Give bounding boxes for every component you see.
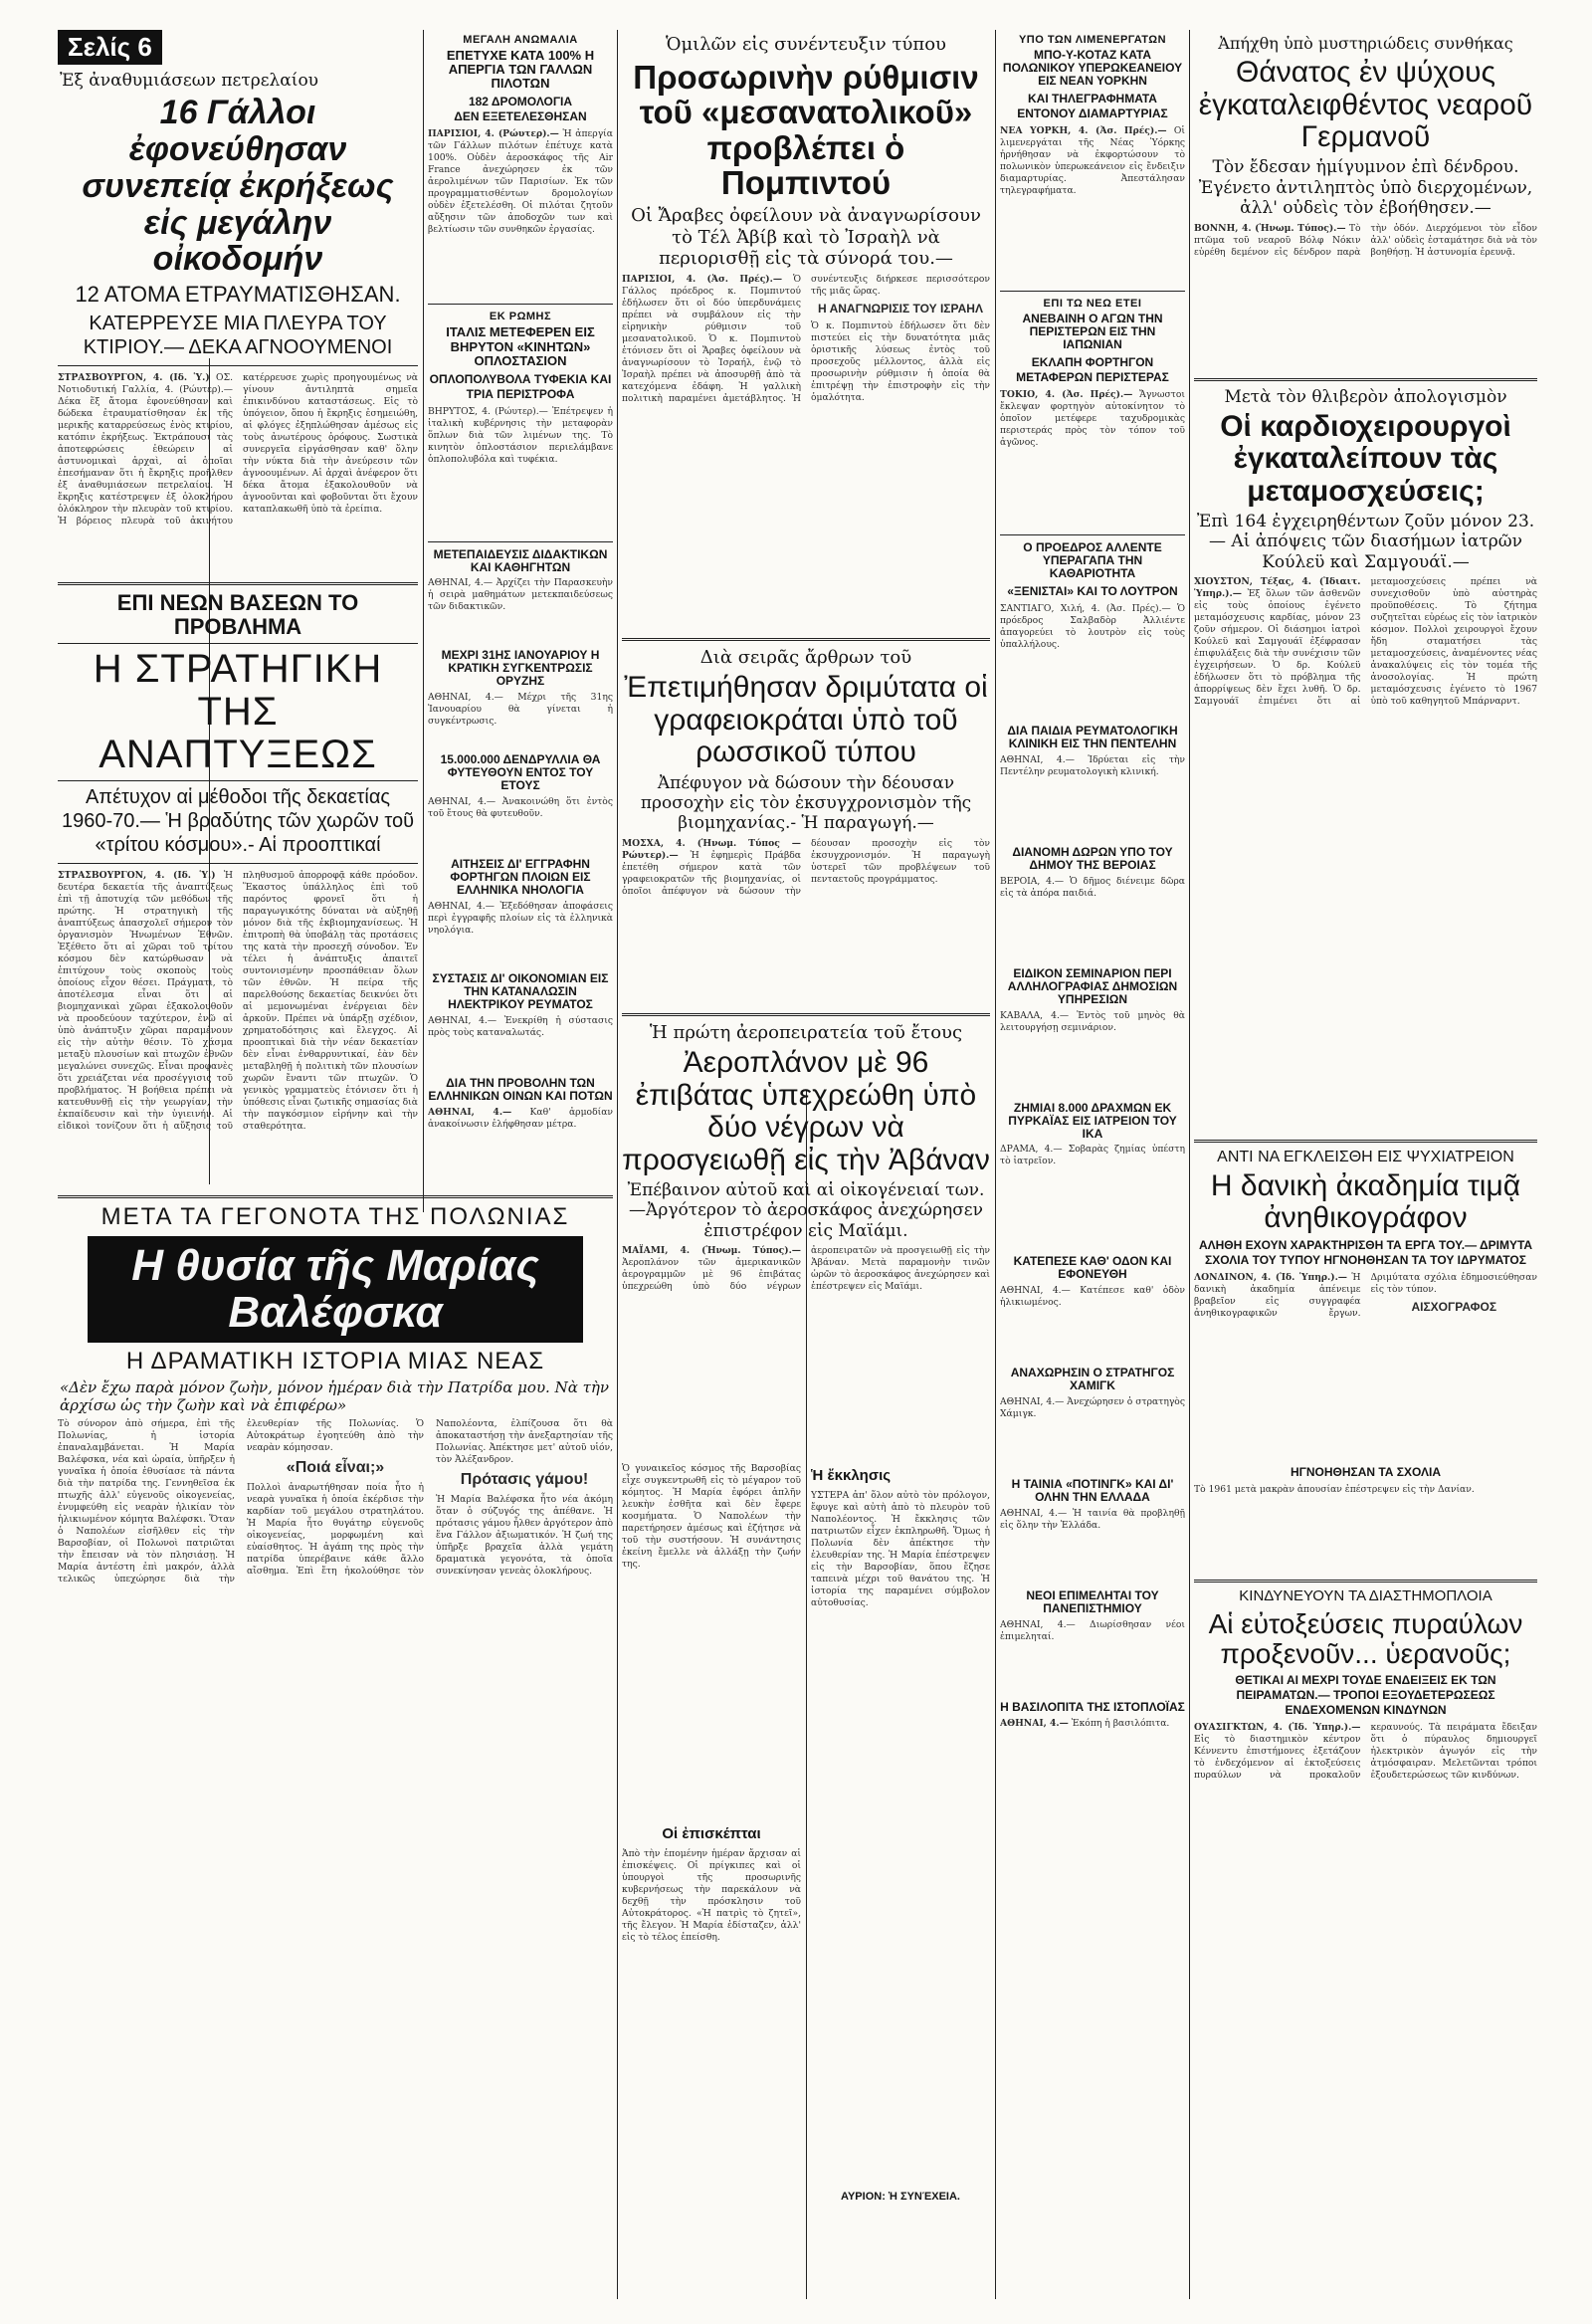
headline: ΚΑΤΕΠΕΣΕ ΚΑΘ' ΟΔΟΝ ΚΑΙ ΕΦΟΝΕΥΘΗ bbox=[1013, 1254, 1172, 1282]
subheadline: Ἡ ἔκκλησις bbox=[811, 1467, 892, 1484]
headline: ΣΥΣΤΑΣΙΣ ΔΙ' ΟΙΚΟΝΟΜΙΑΝ ΕΙΣ ΤΗΝ ΚΑΤΑΝΑΛΩΣΙΝ ΗΛΕΚΤΡΙΚΟΥ ΡΕΥΜΑΤΟΣ bbox=[432, 971, 609, 1011]
article-body: ΑΘΗΝΑΙ, 4.— Καθ' ἀρμοδίαν ἀνακοίνωσιν ἐλήφθησαν μέτρα. bbox=[428, 1106, 613, 1130]
article-body: ΣΤΡΑΣΒΟΥΡΓΟΝ, 4. (Ιδ. Ὑ.) ΟΣ. Νοτιοδυτική Γαλλία, 4. (Ρώυτερ).— Δέκα ἕξ ἄτομα ἐφονεύθησαν καὶ δώδεκα ἐτραυματίσθησαν ἐκ τῆς μερικῆς καταρρεύσεως ἑνὸς κτιρίου, κατόπιν ἐκρήξεως. Ἐκτράπουσι τὰς ἀποτεφρώσεις ἐθεώρειν αἱ ἀστυνομικαὶ ἀρχαὶ, αἱ ὁποῖαι ἐπεσήμαναν ὅτι ἡ ἔκρηξις προῆλθεν ἐξ ἀναθυμιάσεων πετρελαίου. Ἡ ἔκρηξις κατέστρεψεν ἐξ ὁλοκλήρου ὁλόκληρον τὴν πλευρὰν τοῦ κτιρίου. Ἡ βόρειος πλευρὰ τοῦ ἀκινήτου κατέρρευσε χωρὶς προηγουμένως νὰ γίνουν ἀντιληπτὰ σημεῖα ἐπικινδύνου καταστάσεως. Εἰς τὸ ὑπόγειον, ὅπου ἡ ἔκρηξις ἐσημειώθη, αἱ φλόγες ἐξηπλώθησαν ἀμέσως εἰς τοὺς ἀνωτέρους ὀρόφους. Σωστικὰ συνεργεῖα εἰργάσθησαν καθ' ὅλην τὴν νύκτα διὰ τὴν ἀνεύρεσιν τῶν ἀγνοουμένων. Αἱ ἀρχαὶ ἀνέφερον ὅτι δέκα ἄτομα ἐξακολουθοῦν νὰ ἀγνοοῦνται καὶ φοβοῦνται ὅτι ἔχουν καταπλακωθῆ ὑπὸ τὰ ἐρείπια. bbox=[58, 372, 418, 528]
kicker: ΜΕΓΑΛΗ ΑΝΩΜΑΛΙΑ bbox=[463, 34, 578, 46]
headline: Ἀεροπλάνον μὲ 96 ἐπιβάτας ὑπεχρεώθη ὑπὸ δύο νέγρων νὰ προσγειωθῇ εἰς τὴν Ἀβάναν bbox=[622, 1046, 990, 1176]
article-body: ΠΑΡΙΣΙΟΙ, 4. (Ἀσ. Πρές).— Ὁ Γάλλος πρόεδρος κ. Πομπιντού ἐδήλωσεν ὅτι οἱ δύο ὑπερδυνάμεις πρέπει νὰ συμβάλουν εἰς τὴν εἰρηνικὴν ρύθμισιν τοῦ μεσανατολικοῦ. Ὁ κ. Πομπιντοὺ ἐτόνισεν ὅτι οἱ Ἄραβες ὀφείλουν νὰ ἀναγνωρίσουν τὸ Ἰσραήλ, ἐνῷ τὸ Ἰσραὴλ πρέπει νὰ ἀποσυρθῇ ἀπὸ τὰ κατεχόμενα ἐδάφη. Ἡ γαλλικὴ πολιτικὴ παραμένει ἀμετάβλητος. Ἡ συνέντευξις διήρκεσε περισσότερον τῆς μιᾶς ὥρας. Η ΑΝΑΓΝΩΡΙΣΙΣ ΤΟΥ ΙΣΡΑΗΛ Ὁ κ. Πομπιντοὺ ἐδήλωσεν ὅτι δὲν πιστεύει εἰς τὴν δυνατότητα μιᾶς ὁριστικῆς λύσεως ἐντὸς τοῦ προσεχοῦς μέλλοντος, ἀλλὰ εἰς προσωρινὴν ρύθμισιν ἡ ὁποία θὰ ἐπιτρέψῃ τὴν ἐπιστροφὴν εἰς τὴν ὁμαλότητα. bbox=[622, 273, 990, 404]
headline: ΑΙΤΗΣΕΙΣ ΔΙ' ΕΓΓΡΑΦΗΝ ΦΟΡΤΗΓΩΝ ΠΛΟΙΩΝ ΕΙΣ ΕΛΛΗΝΙΚΑ ΝΗΟΛΟΓΙΑ bbox=[450, 857, 591, 898]
article-body: ΑΘΗΝΑΙ, 4.— Ἀνεχώρησεν ὁ στρατηγὸς Χάμιγκ. bbox=[1000, 1396, 1185, 1420]
subheadline-part: ΔΕΝ ΕΞΕΤΕΛΕΣΘΗΣΑΝ bbox=[454, 109, 587, 124]
article-body: ΒΟΝΝΗ, 4. (Ἡνωμ. Τύπος).— Τὸ πτῶμα τοῦ νεαροῦ Βόλφ Νόκιν εὑρέθη δεμένον εἰς δένδρον παρὰ τὴν ὁδόν. Διερχόμενοι τὸν εἶδον ἀλλ' οὐδεὶς ἐσταμάτησε διὰ νὰ τὸν βοηθήσῃ. Ἡ ἀστυνομία ἐρευνᾷ. bbox=[1194, 222, 1537, 258]
column-rule bbox=[1189, 30, 1190, 2299]
subheadline: Τὸν ἔδεσαν ἡμίγυμνον ἐπὶ δένδρου. Ἐγένετο ἀντιληπτὸς ὑπὸ διερχομένων, ἀλλ' οὐδεὶς τὸν ἐβοήθησεν.— bbox=[1198, 157, 1533, 219]
article-body: Τὸ 1961 μετὰ μακρὰν ἀπουσίαν ἐπέστρεψεν εἰς τὴν Δανίαν. bbox=[1194, 1484, 1475, 1496]
article-body: ΒΗΡΥΤΟΣ, 4. (Ρώυτερ).— Ἐπέτρεψεν ἡ ἰταλικὴ κυβέρνησις τὴν μεταφορὰν ὅπλων διὰ τῶν λιμένων της. Τὸ κινητὸν ὁπλοστάσιον περιελάμβανε ὁπλοπολυβόλα καὶ τυφέκια. bbox=[428, 405, 613, 465]
column-4 bbox=[1000, 30, 1185, 2289]
headline: ΔΙΑ ΠΑΙΔΙΑ ΡΕΥΜΑΤΟΛΟΓΙΚΗ ΚΛΙΝΙΚΗ ΕΙΣ ΤΗΝ ΠΕΝΤΕΛΗΝ bbox=[1007, 723, 1178, 750]
article-body: Τὸ σύνορον ἀπὸ σήμερα, ἐπὶ τῆς Πολωνίας, ἡ ἱστορία ἐπαναλαμβάνεται. Ἡ Μαρία Βαλέφσκα, νέα καὶ ὡραία, ὑπῆρξεν ἡ γυναῖκα ἡ ὁποία ἐθυσίασε τὰ πάντα διὰ τὴν πατρίδα της. Γεννηθεῖσα ἐκ πτωχῆς ἀλλ' εὐγενοῦς οἰκογενείας, ἐνυμφεύθη εἰς νεαρὰν ἡλικίαν τὸν ἡλικιωμένον κόμητα Βαλέφσκι. Ὅταν ὁ Ναπολέων εἰσῆλθεν εἰς τὴν Βαρσοβίαν, οἱ Πολωνοὶ πατριῶται τὴν ἔπεισαν νὰ τὸν πλησιάσῃ. Ἡ Μαρία ἀντέστη ἐπὶ μακρόν, ἀλλὰ τελικῶς ὑπεχώρησε διὰ τὴν ἐλευθερίαν τῆς Πολωνίας. Ὁ Αὐτοκράτωρ ἐγοητεύθη ἀπὸ τὴν νεαρὰν κόμησσαν. «Ποιά εἶναι;» Πολλοὶ ἀναρωτήθησαν ποία ἦτο ἡ νεαρὰ γυναῖκα ἡ ὁποία ἐκέρδισε τὴν καρδίαν τοῦ μεγάλου στρατηλάτου. Ἡ Μαρία ἦτο θυγάτηρ εὐγενοῦς οἰκογενείας, μορφωμένη καὶ εὐαίσθητος. Ἡ ἀγάπη της πρὸς τὴν πατρίδα ὑπερέβαινε κάθε ἄλλο αἴσθημα. Ἐπὶ ἔτη ἠκολούθησε τὸν Ναπολέοντα, ἐλπίζουσα ὅτι θὰ ἀποκαταστήσῃ τὴν ἀνεξαρτησίαν τῆς Πολωνίας. Ἀπέκτησε μετ' αὐτοῦ υἱόν, τὸν Ἀλέξανδρον. Πρότασις γάμου! Ἡ Μαρία Βαλέφσκα ἦτο νέα ἀκόμη ὅταν ὁ σύζυγός της ἀπέθανε. Ἡ πρότασις γάμου ἦλθεν ἀργότερον ἀπὸ ἕνα Γάλλον ἀξιωματικόν. Ἡ ζωή της ὑπῆρξε βραχεῖα ἀλλὰ γεμάτη δραματικὰ γεγονότα, τὰ ὁποῖα συνεκίνησαν γενεὰς ὁλοκλήρους. bbox=[58, 1417, 613, 1585]
article-body: ΚΑΒΑΛΑ, 4.— Ἐντὸς τοῦ μηνὸς θὰ λειτουργήσῃ σεμινάριον. bbox=[1000, 1009, 1185, 1033]
dateline: ΛΟΝΔΙΝΟΝ, 4. (Ἰδ. Ὑπηρ.).— bbox=[1194, 1272, 1347, 1284]
subheadline: ΚΑΤΕΡΡΕΥΣΕ ΜΙΑ ΠΛΕΥΡΑ ΤΟΥ ΚΤΙΡΙΟΥ.— ΔΕΚΑ ΑΓΝΟΟΥΜΕΝΟΙ bbox=[83, 313, 393, 359]
dateline: ΒΟΝΝΗ, 4. (Ἡνωμ. Τύπος).— bbox=[1194, 222, 1346, 234]
divider bbox=[1194, 378, 1537, 381]
feature-subtitle: Η ΔΡΑΜΑΤΙΚΗ ΙΣΤΟΡΙΑ ΜΙΑΣ ΝΕΑΣ bbox=[125, 1347, 545, 1374]
headline: ΔΙΑ ΤΗΝ ΠΡΟΒΟΛΗΝ ΤΩΝ ΕΛΛΗΝΙΚΩΝ ΟΙΝΩΝ ΚΑΙ ΠΟΤΩΝ bbox=[428, 1075, 613, 1103]
feature-title: Η θυσία τῆς Μαρίας Βαλέφσκα bbox=[88, 1236, 583, 1343]
subheadline: Οἱ Ἄραβες ὀφείλουν νὰ ἀναγνωρίσουν τὸ Τέλ Ἀβίβ καὶ τὸ Ἰσραὴλ νὰ περιορισθῇ εἰς τὰ σύνορά του.— bbox=[631, 205, 981, 270]
dateline: ΠΑΡΙΣΙΟΙ, 4. (Ἀσ. Πρές).— bbox=[622, 273, 783, 285]
headline: ΜΠΟ-Υ-ΚΟΤΑΖ ΚΑΤΑ ΠΟΛΩΝΙΚΟΥ ΥΠΕΡΩΚΕΑΝΕΙΟΥ ΕΙΣ ΝΕΑΝ ΥΟΡΚΗΝ bbox=[1002, 48, 1183, 89]
kicker: ΕΠΙ ΝΕΩΝ ΒΑΣΕΩΝ ΤΟ ΠΡΟΒΛΗΜΑ bbox=[116, 590, 359, 640]
column-rule bbox=[617, 30, 618, 2299]
headline: ΝΕΟΙ ΕΠΙΜΕΛΗΤΑΙ ΤΟΥ ΠΑΝΕΠΙΣΤΗΜΙΟΥ bbox=[1026, 1588, 1159, 1616]
column-2 bbox=[428, 30, 613, 1189]
subheadline bbox=[428, 95, 613, 124]
article-body: ΑΘΗΝΑΙ, 4.— Ἐνεκρίθη ἡ σύστασις πρὸς τοὺς καταναλωτάς. bbox=[428, 1014, 613, 1038]
divider bbox=[58, 365, 418, 366]
article-body: ΔΡΑΜΑ, 4.— Σοβαρὰς ζημίας ὑπέστη τὸ ἰατρεῖον. bbox=[1000, 1144, 1185, 1167]
headline: Η ΒΑΣΙΛΟΠΙΤΑ ΤΗΣ ΙΣΤΟΠΛΟΪΑΣ bbox=[1000, 1700, 1185, 1715]
dateline: ΣΤΡΑΣΒΟΥΡΓΟΝ, 4. (Ιδ. Ὑ.) bbox=[58, 372, 210, 384]
article-body: ΒΕΡΟΙΑ, 4.— Ὁ δῆμος διένειμε δῶρα εἰς τὰ ἀπόρα παιδιά. bbox=[1000, 875, 1185, 899]
article-body: ΑΘΗΝΑΙ, 4.— Κατέπεσε καθ' ὁδὸν ἡλικιωμένος. bbox=[1000, 1285, 1185, 1309]
article-body: ΣΤΡΑΣΒΟΥΡΓΟΝ, 4. (Ιδ. Ὑ.) Ἡ δευτέρα δεκαετία τῆς ἀναπτύξεως ἐπὶ τῇ ἀποτυχίᾳ τῶν μεθόδων τῆς πρώτης. Ἡ στρατηγικὴ τῆς ἀναπτύξεως ἀπασχολεῖ σήμερον τὸν ὀργανισμὸν Ἡνωμένων Ἐθνῶν. Ἐξέθετο ὅτι αἱ χῶραι τοῦ τρίτου κόσμου δὲν κατώρθωσαν νὰ ἐπιτύχουν τοὺς σκοποὺς τοὺς ὁποίους εἶχον θέσει. Πράγματι, τὸ ἀποτέλεσμα εἶναι ὅτι αἱ βιομηχανικαὶ χῶραι ἐξακολουθοῦν νὰ προοδεύουν ταχύτερον, ἐνῶ αἱ ὑπὸ ἀνάπτυξιν χῶραι παραμένουν εἰς τὴν αὐτὴν θέσιν. Τὸ χάσμα μεταξὺ πλουσίων καὶ πτωχῶν ἐθνῶν μεγαλώνει συνεχῶς. Εἶναι προφανὲς ὅτι χρειάζεται νέα προσέγγισις τοῦ προβλήματος. Ἡ βοήθεια πρέπει νὰ κατευθυνθῇ εἰς τὴν γεωργίαν, τὴν ἐκπαίδευσιν καὶ τὴν ὑγιεινήν. Αἱ εἰδικοὶ τονίζουν ὅτι ἡ αὔξησις τοῦ πληθυσμοῦ ἀπορροφᾷ κάθε πρόοδον. Ἕκαστος ὑπάλληλος ἐπὶ τοῦ παρόντος φρονεῖ ὅτι ἡ παραγωγικότης δύναται νὰ αὐξηθῇ μόνον διὰ τῆς ἐκβιομηχανίσεως. Ἡ ἐπιτροπὴ θὰ ὑποβάλῃ τὰς προτάσεις της κατὰ τὴν προσεχῆ σύνοδον. Ἐν τέλει ἡ ἀνάπτυξις ἀπαιτεῖ συντονισμένην προσπάθειαν ὅλων τῶν ἐθνῶν. Ἡ πείρα τῆς παρελθούσης δεκαετίας δεικνύει ὅτι αἱ μεμονωμέναι ἐνέργειαι δὲν ἀρκοῦν. Πρέπει νὰ ὑπάρξῃ σχέδιον, χρηματοδότησις καὶ ἔλεγχος. Αἱ προοπτικαὶ διὰ τὴν νέαν δεκαετίαν δὲν εἶναι ἐνθαρρυντικαί, ἐὰν δὲν μεταβληθῇ ἡ πολιτικὴ τῶν πλουσίων χωρῶν ἔναντι τῶν πτωχῶν. Ὁ γενικὸς γραμματεὺς ἐτόνισεν ὅτι ἡ ὑπόθεσις εἶναι ζωτικῆς σημασίας διὰ τὴν παγκόσμιον εἰρήνην καὶ τὴν σταθερότητα. bbox=[58, 870, 418, 1133]
headline: Θάνατος ἐν ψύχους ἐγκαταλειφθέντος νεαροῦ Γερμανοῦ bbox=[1198, 56, 1533, 153]
subheadline: ΚΑΙ ΤΗΛΕΓΡΑΦΗΜΑΤΑ ΕΝΤΟΝΟΥ ΔΙΑΜΑΡΤΥΡΙΑΣ bbox=[1017, 92, 1168, 121]
subheadline-part: 182 ΔΡΟΜΟΛΟΓΙΑ bbox=[468, 95, 573, 109]
headline-line: προβλέπει ὁ Πομπιντού bbox=[706, 128, 905, 202]
subheadline: «Ποιά εἶναι;» bbox=[286, 1458, 385, 1476]
article-body: Ὁ γυναικεῖος κόσμος τῆς Βαρσοβίας εἶχε συγκεντρωθῆ εἰς τὸ μέγαρον τοῦ κόμητος. Ἡ Μαρία ἐφόρει ἁπλῆν λευκὴν ἐσθῆτα καὶ δὲν ἔφερε κοσμήματα. Ὁ Ναπολέων τὴν παρετήρησεν ἀμέσως καὶ ἐζήτησε νὰ τοῦ τὴν συστήσουν. Ἡ συνάντησις ἐκείνη ἔμελλε νὰ ἀλλάξῃ τὴν ζωήν της. bbox=[622, 1463, 801, 1570]
feature-lead: «Δὲν ἔχω παρὰ μόνον ζωὴν, μόνον ἡμέραν διὰ τὴν Πατρίδα μου. Νὰ τὴν ἀρχίσω ὡς τὴν ζωὴν καὶ νὰ ἐπιφέρω» bbox=[60, 1377, 610, 1414]
subheadline: Ἀπέφυγον νὰ δώσουν τὴν δέουσαν προσοχὴν εἰς τὸν ἐκσυγχρονισμὸν τῆς βιομηχανίας.- Ἡ παραγωγή.— bbox=[640, 772, 972, 834]
column-rule bbox=[995, 30, 996, 2299]
subheadline: Ἐπὶ 164 ἐγχειρηθέντων ζοῦν μόνον 23.— Αἱ ἀπόψεις τῶν διασήμων ἰατρῶν Κούλεϋ καὶ Σαμγουάϊ.— bbox=[1196, 512, 1535, 572]
kicker: Ὁμιλῶν εἰς συνέντευξιν τύπου bbox=[666, 34, 946, 55]
headline: Ἐπετιμήθησαν δριμύτατα οἱ γραφειοκράται ὑπὸ τοῦ ρωσσικοῦ τύπου bbox=[624, 671, 988, 769]
divider bbox=[1194, 1580, 1537, 1583]
article-body: ΑΘΗΝΑΙ, 4.— Ἱδρύεται εἰς τὴν Πεντέλην ρευματολογικὴ κλινική. bbox=[1000, 753, 1185, 777]
kicker: Διὰ σειρᾶς ἄρθρων τοῦ bbox=[699, 646, 912, 668]
kicker: Ἐξ ἀναθυμιάσεων πετρελαίου bbox=[60, 71, 319, 91]
divider bbox=[428, 541, 613, 542]
headline: Ο ΠΡΟΕΔΡΟΣ ΑΛΛΕΝΤΕ ΥΠΕΡΑΓΑΠΑ ΤΗΝ ΚΑΘΑΡΙΟΤΗΤΑ bbox=[1023, 540, 1162, 580]
kicker: ΑΝΤΙ ΝΑ ΕΓΚΛΕΙΣΘΗ ΕΙΣ ΨΥΧΙΑΤΡΕΙΟΝ bbox=[1217, 1149, 1514, 1166]
headline: 16 Γάλλοι ἐφονεύθησαν συνεπείᾳ ἐκρήξεως εἰς μεγάλην οἰκοδομήν bbox=[82, 94, 394, 279]
subheadline: ΗΓΝΟΗΘΗΣΑΝ ΤΑ ΣΧΟΛΙΑ bbox=[1290, 1465, 1442, 1480]
article-body: ΑΘΗΝΑΙ, 4.— Ἐκόπη ἡ βασιλόπιτα. bbox=[1000, 1718, 1170, 1730]
article-body: ΜΑΪΑΜΙ, 4. (Ἡνωμ. Τύπος).— Ἀεροπλάνον τῶν ἀμερικανικῶν ἀερογραμμῶν μὲ 96 ἐπιβάτας ὑπεχρεώθη ὑπὸ δύο νέγρων ἀεροπειρατῶν νὰ προσγειωθῇ εἰς τὴν Ἀβάναν. Μετὰ παραμονὴν τινῶν ὡρῶν τὸ ἀεροσκάφος ἀνεχώρησεν καὶ ἐπέστρεψεν εἰς Μαϊάμι. bbox=[622, 1245, 990, 1293]
dateline: ΧΙΟΥΣΤΟΝ, Τέξας, 4. (Ἰδιαιτ. Ὑπηρ.).— bbox=[1194, 576, 1361, 600]
article-body: ΑΘΗΝΑΙ, 4.— Ἐξεδόθησαν ἀποφάσεις περὶ ἐγγραφῆς πλοίων εἰς τὰ ἑλληνικὰ νηολόγια. bbox=[428, 901, 613, 937]
dateline: ΠΑΡΙΣΙΟΙ, 4. (Ρώυτερ).— bbox=[428, 128, 559, 140]
headline: ΑΝΕΒΑΙΝΗ Ο ΑΓΩΝ ΤΗΝ ΠΕΡΙΣΤΕΡΩΝ ΕΙΣ ΤΗΝ ΙΑΠΩΝΙΑΝ bbox=[1022, 312, 1163, 352]
headline: ΕΙΔΙΚΟΝ ΣΕΜΙΝΑΡΙΟΝ ΠΕΡΙ ΑΛΛΗΛΟΓΡΑΦΙΑΣ ΔΗΜΟΣΙΩΝ ΥΠΗΡΕΣΙΩΝ bbox=[1007, 965, 1178, 1006]
article-body: ΑΘΗΝΑΙ, 4.— Ἀνακοινώθη ὅτι ἐντὸς τοῦ ἔτους θὰ φυτευθοῦν. bbox=[428, 796, 613, 820]
headline: ΕΠΕΤΥΧΕ ΚΑΤΑ 100% Η ΑΠΕΡΓΙΑ ΤΩΝ ΓΑΛΛΩΝ ΠΙΛΟΤΩΝ bbox=[446, 48, 595, 92]
article-body: ΑΘΗΝΑΙ, 4.— Ἡ ταινία θὰ προβληθῇ εἰς ὅλην τὴν Ἑλλάδα. bbox=[1000, 1508, 1185, 1532]
subheadline: Ἐπέβαινον αὐτοῦ καὶ αἱ οἰκογένειαί των.—Ἀργότερον τὸ ἀεροσκάφος ἀνεχώρησεν ἐπιστρέφον εἰς Μαϊάμι. bbox=[627, 1179, 985, 1241]
subheadline: ΟΠΛΟΠΟΛΥΒΟΛΑ ΤΥΦΕΚΙΑ ΚΑΙ ΤΡΙΑ ΠΕΡΙΣΤΡΟΦΑ bbox=[429, 371, 612, 401]
headline: Η ΣΤΡΑΤΗΓΙΚΗ ΤΗΣ ΑΝΑΠΤΥΞΕΩΣ bbox=[58, 643, 418, 782]
kicker: ΕΚ ΡΩΜΗΣ bbox=[489, 311, 552, 323]
column-1 bbox=[58, 30, 418, 1184]
kicker: ΜΕΤΑ ΤΑ ΓΕΓΟΝΟΤΑ ΤΗΣ ΠΟΛΩΝΙΑΣ bbox=[100, 1203, 570, 1230]
subheadline: Απέτυχον αἱ μέθοδοι τῆς δεκαετίας 1960-70.— Ἡ βραδύτης τῶν χωρῶν τοῦ «τρίτου κόσμου».- Αἱ προοπτικαί bbox=[61, 786, 415, 857]
dateline: ΑΘΗΝΑΙ, 4.— bbox=[428, 1106, 512, 1118]
headline: ΜΕΤΕΠΑΙΔΕΥΣΙΣ ΔΙΔΑΚΤΙΚΩΝ ΚΑΙ ΚΑΘΗΓΗΤΩΝ bbox=[433, 546, 608, 574]
dateline: ΜΟΣΧΑ, 4. (Ἡνωμ. Τύπος — Ρώυτερ).— bbox=[622, 837, 801, 861]
article-body: Ἀπὸ τὴν ἑπομένην ἡμέραν ἄρχισαν αἱ ἐπισκέψεις. Οἱ πρίγκιπες καὶ οἱ ὑπουργοὶ τῆς προσωρινῆς κυβερνήσεως τὴν παρεκάλουν νὰ δεχθῇ τὴν πρόσκλησιν τοῦ Αὐτοκράτορος. «Ἡ πατρὶς τὸ ζητεῖ», τῆς ἔλεγον. Ἡ Μαρία ἐδίσταζεν, ἀλλ' εἰς τὸ τέλος ἐπείσθη. bbox=[622, 1847, 801, 1943]
column-rule bbox=[423, 30, 424, 1212]
article-body: ΠΑΡΙΣΙΟΙ, 4. (Ρώυτερ).— Ἡ ἀπεργία τῶν Γάλλων πιλότων ἐπέτυχε κατὰ 100%. Οὐδὲν ἀεροσκάφος τῆς Air France ἀνεχώρησεν ἐκ τῶν ἀερολιμένων τῶν Παρισίων. Ἐκ τῶν προγραμματισθέντων δρομολογίων οὐδὲν ἐξετελέσθη. Οἱ πιλόται ζητοῦν αὔξησιν τῶν ἀποδοχῶν των καὶ βελτίωσιν τῶν συνθηκῶν ἐργασίας. bbox=[428, 128, 613, 236]
dateline: ΤΟΚΙΟ, 4. (Ἀσ. Πρές).— bbox=[1000, 389, 1133, 401]
article-body: ΑΘΗΝΑΙ, 4.— Μέχρι τῆς 31ης Ἰανουαρίου θὰ γίνεται ἡ συγκέντρωσις. bbox=[428, 692, 613, 728]
headline-line: Προσωρινὴν ρύθμισιν bbox=[633, 58, 979, 96]
article-body: ΧΙΟΥΣΤΟΝ, Τέξας, 4. (Ἰδιαιτ. Ὑπηρ.).— Ἐξ ὅλων τῶν ἀσθενῶν εἰς τοὺς ὁποίους ἐγένετο μεταμόσχευσις καρδίας, μόνον 23 ζοῦν σήμερον. Οἱ διάσημοι ἰατροὶ Κούλεϋ καὶ Σαμγουάϊ ἐξέφρασαν ἐπιφυλάξεις διὰ τὴν συνέχισιν τῶν ἐγχειρήσεων. Ὁ δρ. Κούλεϋ ἐδήλωσεν ὅτι τὸ πρόβλημα τῆς ἀπορρίψεως δὲν ἔχει λυθῆ. Ὁ δρ. Σαμγουάϊ ἐπιμένει ὅτι αἱ μεταμοσχεύσεις πρέπει νὰ συνεχισθοῦν ὑπὸ αὐστηρὰς προϋποθέσεις. Τὸ ζήτημα συζητεῖται εὐρέως εἰς τὸν ἰατρικὸν κόσμον. Πολλοὶ χειρουργοὶ ἔχουν ἤδη σταματήσει τὰς μεταμοσχεύσεις, ἀναμένοντες νέας ἀνακαλύψεις εἰς τὸν τομέα τῆς ἀνοσολογίας. Ἡ πρώτη μεταμόσχευσις ἐγένετο τὸ 1967 ὑπὸ τοῦ καθηγητοῦ Μπάρναρντ. bbox=[1194, 576, 1537, 708]
headline: 15.000.000 ΔΕΝΔΡΥΛΛΙΑ ΘΑ ΦΥΤΕΥΘΟΥΝ ΕΝΤΟΣ ΤΟΥ ΕΤΟΥΣ bbox=[440, 752, 601, 793]
kicker: ΚΙΝΔΥΝΕΥΟΥΝ ΤΑ ΔΙΑΣΤΗΜΟΠΛΟΙΑ bbox=[1239, 1587, 1492, 1605]
divider bbox=[622, 638, 990, 641]
divider bbox=[58, 582, 418, 585]
article-body: ΑΘΗΝΑΙ, 4.— Ἀρχίζει τὴν Παρασκευὴν ἡ σειρὰ μαθημάτων μετεκπαιδεύσεως τῶν διδακτικῶν. bbox=[428, 577, 613, 613]
divider bbox=[58, 863, 418, 864]
feature-article bbox=[58, 1189, 613, 2294]
headline-line: τοῦ «μεσανατολικοῦ» bbox=[639, 94, 973, 131]
kicker: Μετὰ τὸν θλιβερὸν ἀπολογισμὸν bbox=[1224, 386, 1507, 407]
feature-continuation bbox=[811, 1463, 990, 2299]
headline: ΔΙΑΝΟΜΗ ΔΩΡΩΝ ΥΠΟ ΤΟΥ ΔΗΜΟΥ ΤΗΣ ΒΕΡΟΙΑΣ bbox=[1012, 844, 1173, 872]
article-body: ΤΟΚΙΟ, 4. (Ἀσ. Πρές).— Ἄγνωστοι ἔκλεψαν φορτηγὸν αὐτοκίνητον τὸ ὁποῖον μετέφερε ταχυδρομικὰς περιστεράς πρὸς τὸν τόπον τοῦ ἀγῶνος. bbox=[1000, 389, 1185, 449]
divider bbox=[622, 1013, 990, 1016]
article-body: ΛΟΝΔΙΝΟΝ, 4. (Ἰδ. Ὑπηρ.).— Ἡ δανικὴ ἀκαδημία ἀπένειμε βραβεῖον εἰς συγγραφέα ἀνηθικογραφικῶν ἔργων. Δριμύτατα σχόλια ἐδημοσιεύθησαν εἰς τὸν τύπον. ΑΙΣΧΟΓΡΑΦΟΣ bbox=[1194, 1272, 1537, 1320]
kicker: ΥΠΟ ΤΩΝ ΛΙΜΕΝΕΡΓΑΤΩΝ bbox=[1018, 34, 1167, 46]
kicker: Ἀπήχθη ὑπὸ μυστηριώδεις συνθήκας bbox=[1218, 34, 1513, 53]
dateline: ΑΘΗΝΑΙ, 4.— bbox=[1000, 1718, 1069, 1730]
subheadline: «ΞΕΝΙΣΤΑΙ» ΚΑΙ ΤΟ ΛΟΥΤΡΟΝ bbox=[1007, 583, 1178, 598]
headline: ΙΤΑΛΙΣ ΜΕΤΕΦΕΡΕΝ ΕΙΣ ΒΗΡΥΤΟΝ «ΚΙΝΗΤΩΝ» ΟΠΛΟΣΤΑΣΙΟΝ bbox=[446, 324, 595, 368]
article-body: ΜΟΣΧΑ, 4. (Ἡνωμ. Τύπος — Ρώυτερ).— Ἡ ἐφημερὶς Πράβδα ἐπετέθη σήμερον κατὰ τῶν γραφειοκρατῶν τῆς βιομηχανίας, οἱ ὁποῖοι ἀπέφυγον νὰ δώσουν τὴν δέουσαν προσοχὴν εἰς τὸν ἐκσυγχρονισμόν. Ἡ παραγωγὴ ὑστερεῖ τῶν προβλέψεων τοῦ πενταετοῦς προγράμματος. bbox=[622, 837, 990, 897]
dateline: ΝΕΑ ΥΟΡΚΗ, 4. (Ἀσ. Πρές).— bbox=[1000, 125, 1167, 137]
divider bbox=[1000, 291, 1185, 292]
subheadline: Οἱ ἐπισκέπται bbox=[662, 1825, 761, 1842]
subheadline: ΘΕΤΙΚΑΙ ΑΙ ΜΕΧΡΙ ΤΟΥΔΕ ΕΝΔΕΙΞΕΙΣ ΕΚ ΤΩΝ ΠΕΙΡΑΜΑΤΩΝ.— ΤΡΟΠΟΙ ΕΞΟΥΔΕΤΕΡΩΣΕΩΣ ΕΝΔΕΧΟΜΕΝΩΝ ΚΙΝΔΥΝΩΝ bbox=[1235, 1672, 1496, 1717]
article-body: ΑΘΗΝΑΙ, 4.— Διωρίσθησαν νέοι ἐπιμεληταί. bbox=[1000, 1619, 1185, 1643]
article-body: ΣΑΝΤΙΑΓΟ, Χιλή, 4. (Ἀσ. Πρές).— Ὁ πρόεδρος Σαλβαδὸρ Ἀλλιέντε ἀπαγορεύει τὸ λουτρὸν εἰς τοὺς ὑπαλλήλους. bbox=[1000, 602, 1185, 650]
divider bbox=[428, 304, 613, 305]
headline bbox=[622, 60, 990, 202]
headline: ΑΝΑΧΩΡΗΣΙΝ Ο ΣΤΡΑΤΗΓΟΣ ΧΑΜΙΓΚ bbox=[1010, 1366, 1175, 1393]
article-body: ΥΣΤΕΡΑ ἀπ' ὅλον αὐτὸ τὸν πρόλογον, ἔφυγε καὶ αὐτὴ ἀπὸ τὸ πλευρὸν τοῦ Ναπολέοντος. Ἡ ἔκκλησις τῶν πατριωτῶν εἶχεν ἐκπληρωθῆ. Ὅμως ἡ Πολωνία δὲν ἀπέκτησε τὴν ἐλευθερίαν της. Ἡ Μαρία ἐπέστρεψεν εἰς τὴν Βαρσοβίαν, ὅπου ἔζησε ταπεινὰ μέχρι τοῦ θανάτου της. Ἡ ἱστορία της παραμένει σύμβολον αὐτοθυσίας. bbox=[811, 1489, 990, 1608]
headline: Η ΤΑΙΝΙΑ «ΠΟΤΙΝΓΚ» ΚΑΙ ΔΙ' ΟΛΗΝ ΤΗΝ ΕΛΛΑΔΑ bbox=[1011, 1477, 1174, 1505]
divider bbox=[58, 1195, 613, 1198]
kicker: Ἡ πρώτη ἀεροπειρατεία τοῦ ἔτους bbox=[649, 1021, 963, 1043]
kicker: ΕΠΙ ΤΩ ΝΕΩ ΕΤΕΙ bbox=[1043, 298, 1142, 311]
subheadline: Η ΑΝΑΓΝΩΡΙΣΙΣ ΤΟΥ ΙΣΡΑΗΛ bbox=[818, 301, 983, 316]
article-body: ΝΕΑ ΥΟΡΚΗ, 4. (Ἀσ. Πρές).— Οἱ λιμενεργάται τῆς Νέας Ὑόρκης ἠρνήθησαν νὰ ἐκφορτώσουν τὸ πολωνικὸν ὑπερωκεάνειον εἰς ἔνδειξιν διαμαρτυρίας. Ἀπεστάλησαν τηλεγραφήματα. bbox=[1000, 125, 1185, 197]
byline: ΑΙΣΧΟΓΡΑΦΟΣ bbox=[1411, 1300, 1497, 1315]
subheadline: ΑΛΗΘΗ ΕΧΟΥΝ ΧΑΡΑΚΤΗΡΙΣΘΗ ΤΑ ΕΡΓΑ ΤΟΥ.— ΔΡΙΜΥΤΑ ΣΧΟΛΙΑ ΤΟΥ ΤΥΠΟΥ ΗΓΝΟΗΘΗΣΑΝ ΤΑ ΤΟΥ ΙΔΡΥΜΑΤΟΣ bbox=[1198, 1238, 1533, 1268]
dateline: ΣΤΡΑΣΒΟΥΡΓΟΝ, 4. (Ιδ. Ὑ.) bbox=[58, 870, 216, 882]
article-body: ΟΥΑΣΙΓΚΤΩΝ, 4. (Ἰδ. Ὑπηρ.).— Εἰς τὸ διαστημικὸν κέντρον Κέννεντυ ἐπιστήμονες ἐξετάζουν τὸ ἐνδεχόμενον αἱ ἐκτοξεύσεις πυραύλων νὰ προκαλοῦν κεραυνούς. Τὰ πειράματα ἔδειξαν ὅτι ὁ πύραυλος δημιουργεῖ ἠλεκτρικὸν ἀγωγόν εἰς τὴν ἀτμόσφαιραν. Μελετῶνται τρόποι ἐξουδετερώσεως τῶν κινδύνων. bbox=[1194, 1721, 1537, 1781]
dateline: ΜΑΪΑΜΙ, 4. (Ἡνωμ. Τύπος).— bbox=[622, 1245, 801, 1257]
subheadline: 12 ΑΤΟΜΑ ΕΤΡΑΥΜΑΤΙΣΘΗΣΑΝ. bbox=[75, 281, 401, 307]
divider bbox=[1000, 534, 1185, 535]
headline: Οἱ καρδιοχειρουργοὶ ἐγκαταλείπουν τὰς μεταμοσχεύσεις; bbox=[1220, 409, 1511, 508]
subheadline: Πρότασις γάμου! bbox=[460, 1470, 589, 1488]
subheadline: ΕΚΛΑΠΗ ΦΟΡΤΗΓΟΝ ΜΕΤΑΦΕΡΩΝ ΠΕΡΙΣΤΕΡΑΣ bbox=[1016, 355, 1169, 385]
headline: Αἱ εὐτοξεύσεις πυραύλων προξενοῦν... ὑερανοῦς; bbox=[1208, 1607, 1523, 1669]
headline: Η δανικὴ ἀκαδημία τιμᾷ ἀνηθικογράφον bbox=[1210, 1168, 1521, 1234]
page-number-badge: Σελίς 6 bbox=[58, 30, 162, 65]
dateline: ΟΥΑΣΙΓΚΤΩΝ, 4. (Ἰδ. Ὑπηρ.).— bbox=[1194, 1721, 1361, 1733]
divider bbox=[1194, 1140, 1537, 1143]
continued-note: ΑΥΡΙΟΝ: Ἡ ΣΥΝΈΧΕΙΑ. bbox=[841, 2190, 960, 2203]
headline: ΖΗΜΙΑΙ 8.000 ΔΡΑΧΜΩΝ ΕΚ ΠΥΡΚΑΪΑΣ ΕΙΣ ΙΑΤΡΕΙΟΝ ΤΟΥ ΙΚΑ bbox=[1008, 1100, 1177, 1141]
feature-continuation bbox=[622, 1463, 801, 2299]
headline: ΜΕΧΡΙ 31ΗΣ ΙΑΝΟΥΑΡΙΟΥ Η ΚΡΑΤΙΚΗ ΣΥΓΚΕΝΤΡΩΣΙΣ ΟΡΥΖΗΣ bbox=[441, 648, 600, 689]
column-5 bbox=[1194, 30, 1537, 2289]
